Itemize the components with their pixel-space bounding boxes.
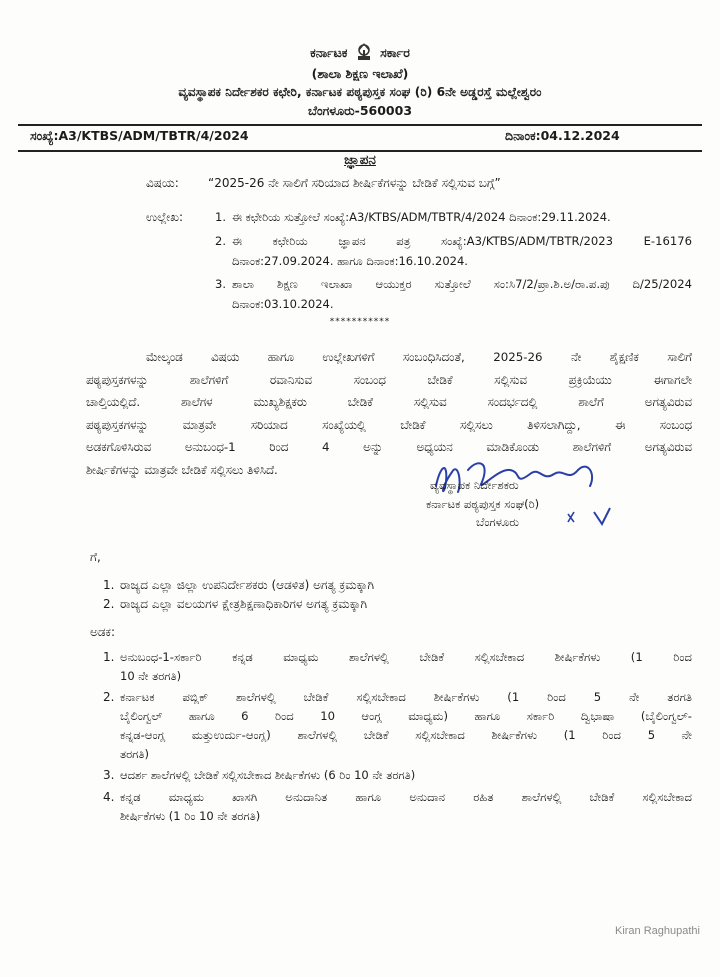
header-line-govt xyxy=(0,42,720,65)
enclosure-4-number: 4. xyxy=(103,790,115,804)
reference-number: ಸಂಖ್ಯೆ:A3/KTBS/ADM/TBTR/4/2024 xyxy=(30,128,249,143)
separator-stars: *********** xyxy=(329,317,391,327)
recipient-2-text: ರಾಜ್ಯದ ಎಲ್ಲಾ ವಲಯಗಳ ಕ್ಷೇತ್ರಶಿಕ್ಷಣಾಧಿಕಾರಿಗಳ ಅಗತ್ಯ ಕ್ರಮಕ್ಕಾಗಿ xyxy=(120,597,368,611)
subject-label: ವಿಷಯ: xyxy=(146,176,179,190)
body-line-2: ಪಠ್ಯಪುಸ್ತಕಗಳನ್ನು ಶಾಲೆಗಳಿಗೆ ರವಾನಿಸುವ ಸಂಬಂಧ ಬೇಡಿಕೆ ಸಲ್ಲಿಸುವ ಪ್ರಕ್ರಿಯೆಯು ಈಗಾಗಲೇ xyxy=(86,372,692,387)
signatory-designation: ವ್ಯವಸ್ಥಾಪಕ ನಿರ್ದೇಶಕರು xyxy=(430,478,519,492)
enclosure-1-line-2: 10 ನೇ ತರಗತಿ) xyxy=(120,669,182,683)
enclosure-2-line-3: ಕನ್ನಡ-ಆಂಗ್ಲ ಮತ್ತುಉರ್ದು-ಆಂಗ್ಲ) ಶಾಲೆಗಳಲ್ಲಿ ಬೇಡಿಕೆ ಸಲ್ಲಿಸಬೇಕಾದ ಶೀರ್ಷಿಕೆಗಳು (1 ರಿಂದ 5 ನೇ xyxy=(120,728,692,742)
header-city: ಬೆಂಗಳೂರು-560003 xyxy=(307,103,413,118)
recipient-1-number: 1. xyxy=(103,578,115,592)
enclosure-2-line-2: ಬೈಲಿಂಗ್ವಲ್ ಹಾಗೂ 6 ರಿಂದ 10 ಆಂಗ್ಲ ಮಾಧ್ಯಮ) ಹಾಗೂ ಸರ್ಕಾರಿ ದ್ವಿಭಾಷಾ (ಬೈಲಿಂಗ್ವಲ್- xyxy=(120,709,692,723)
enclosure-2-line-4: ತರಗತಿ) xyxy=(120,747,149,761)
enclosure-4-line-2: ಶೀರ್ಷಿಕೆಗಳು (1 ರಿಂ 10 ನೇ ತರಗತಿ) xyxy=(120,809,261,823)
header-karnataka: ಕರ್ನಾಟಕ xyxy=(310,45,348,60)
subject-text: “2025-26 ನೇ ಸಾಲಿಗೆ ಸರಿಯಾದ ಶೀರ್ಷಿಕೆಗಳನ್ನು ಬೇಡಿಕೆ ಸಲ್ಲಿಸುವ ಬಗ್ಗೆ” xyxy=(208,176,501,190)
header-office-address: ವ್ಯವಸ್ಥಾಪಕ ನಿರ್ದೇಶಕರ ಕಛೇರಿ, ಕರ್ನಾಟಕ ಪಠ್ಯಪುಸ್ತಕ ಸಂಘ (ರಿ) 6ನೇ ಅಡ್ಡರಸ್ತೆ ಮಲ್ಲೇಶ್ವರಂ xyxy=(178,85,542,99)
reference-3-line-2: ದಿನಾಂಕ:03.10.2024. xyxy=(232,297,334,311)
enclosure-3-number: 3. xyxy=(103,768,115,782)
body-line-3: ಚಾಲ್ತಿಯಲ್ಲಿದೆ. ಶಾಲೆಗಳ ಮುಖ್ಯಶಿಕ್ಷಕರು ಬೇಡಿಕೆ ಸಲ್ಲಿಸುವ ಸಂದರ್ಭದಲ್ಲಿ ಶಾಲೆಗೆ ಅಗತ್ಯವಿರುವ xyxy=(86,395,692,409)
body-line-1: ಮೇಲ್ಕಂಡ ವಿಷಯ ಹಾಗೂ ಉಲ್ಲೇಖಗಳಿಗೆ ಸಂಬಂಧಿಸಿದಂತೆ, 2025-26 ನೇ ಶೈಕ್ಷಣಿಕ ಸಾಲಿಗೆ xyxy=(146,350,692,364)
enclosure-3-text: ಆದರ್ಶ ಶಾಲೆಗಳಲ್ಲಿ ಬೇಡಿಕೆ ಸಲ್ಲಿಸಬೇಕಾದ ಶೀರ್ಷಿಕೆಗಳು (6 ರಿಂ 10 ನೇ ತರಗತಿ) xyxy=(120,768,416,782)
header-department: (ಶಾಲಾ ಶಿಕ್ಷಣ ಇಲಾಖೆ) xyxy=(311,66,409,81)
enclosure-1-line-1: ಅನುಬಂಧ-1-ಸರ್ಕಾರಿ ಕನ್ನಡ ಮಾಧ್ಯಮ ಶಾಲೆಗಳಲ್ಲಿ ಬೇಡಿಕೆ ಸಲ್ಲಿಸಬೇಕಾದ ಶೀರ್ಷಿಕೆಗಳು (1 ರಿಂದ xyxy=(120,650,692,664)
recipient-1-text: ರಾಜ್ಯದ ಎಲ್ಲಾ ಜಿಲ್ಲಾ ಉಪನಿರ್ದೇಶಕರು (ಆಡಳಿತ) ಅಗತ್ಯ ಕ್ರಮಕ್ಕಾಗಿ xyxy=(120,578,375,592)
reference-1-text: ಈ ಕಛೇರಿಯ ಸುತ್ತೋಲೆ ಸಂಖ್ಯೆ:A3/KTBS/ADM/TBTR/4/2024 ದಿನಾಂಕ:29.11.2024. xyxy=(232,210,611,224)
signatory-city: ಬೆಂಗಳೂರು xyxy=(476,515,519,529)
enclosure-2-line-1: ಕರ್ನಾಟಕ ಪಬ್ಲಿಕ್ ಶಾಲೆಗಳಲ್ಲಿ ಬೇಡಿಕೆ ಸಲ್ಲಿಸಬೇಕಾದ ಶೀರ್ಷಿಕೆಗಳು (1 ರಿಂದ 5 ನೇ ತರಗತಿ xyxy=(120,690,692,704)
header-divider-top xyxy=(18,124,702,126)
document-date: ದಿನಾಂಕ:04.12.2024 xyxy=(505,128,620,143)
to-label: ಗೆ, xyxy=(90,550,101,564)
memo-title: ಜ್ಞಾಪನ xyxy=(344,152,376,168)
header-sarkara: ಸರ್ಕಾರ xyxy=(380,45,410,60)
reference-3-number: 3. xyxy=(215,277,226,291)
body-line-4: ಪಠ್ಯಪುಸ್ತಕಗಳನ್ನು ಮಾತ್ರವೇ ಸರಿಯಾದ ಸಂಖ್ಯೆಯಲ್ಲಿ ಬೇಡಿಕೆ ಸಲ್ಲಿಸಲು ತಿಳಿಸಲಾಗಿದ್ದು, ಈ ಸಂಬಂಧ xyxy=(86,417,692,432)
enclosures-label: ಅಡಕ: xyxy=(90,625,115,639)
reference-2-number: 2. xyxy=(215,234,226,248)
reference-3-line-1: ಶಾಲಾ ಶಿಕ್ಷಣ ಇಲಾಖಾ ಆಯುಕ್ತರ ಸುತ್ತೋಲೆ ಸಂ:ಸಿ7/2/ಪ್ರಾ.ಶಿ.ಅ/ರಾ.ಪ.ಪು ದಿ/25/2024 xyxy=(232,277,692,291)
state-emblem-icon xyxy=(355,42,373,65)
reference-1-number: 1. xyxy=(215,210,226,224)
references-label: ಉಲ್ಲೇಖ: xyxy=(146,210,184,224)
body-line-6: ಶೀರ್ಷಿಕೆಗಳನ್ನು ಮಾತ್ರವೇ ಬೇಡಿಕೆ ಸಲ್ಲಿಸಲು ತಿಳಿಸಿದೆ. xyxy=(86,462,278,477)
signatory-organisation: ಕರ್ನಾಟಕ ಪಠ್ಯಪುಸ್ತಕ ಸಂಘ(ರಿ) xyxy=(426,497,540,511)
reference-2-line-1: ಈ ಕಛೇರಿಯ ಜ್ಞಾಪನ ಪತ್ರ ಸಂಖ್ಯೆ:A3/KTBS/ADM/TBTR/2023 E-16176 xyxy=(232,234,692,248)
recipient-2-number: 2. xyxy=(103,597,115,611)
enclosure-1-number: 1. xyxy=(103,650,115,664)
enclosure-2-number: 2. xyxy=(103,690,115,704)
body-line-5: ಅಡಕಗೊಳಿಸಿರುವ ಅನುಬಂಧ-1 ರಿಂದ 4 ಅನ್ನು ಅಧ್ಯಯನ ಮಾಡಿಕೊಂಡು ಶಾಲೆಗಳಿಗೆ ಅಗತ್ಯವಿರುವ xyxy=(86,440,692,454)
reference-2-line-2: ದಿನಾಂಕ:27.09.2024. ಹಾಗೂ ದಿನಾಂಕ:16.10.2024. xyxy=(232,254,468,268)
enclosure-4-line-1: ಕನ್ನಡ ಮಾಧ್ಯಮ ಖಾಸಗಿ ಅನುದಾನಿತ ಹಾಗೂ ಅನುದಾನ ರಹಿತ ಶಾಲೆಗಳಲ್ಲಿ ಬೇಡಿಕೆ ಸಲ್ಲಿಸಬೇಕಾದ xyxy=(120,790,692,804)
watermark-credit: Kiran Raghupathi xyxy=(614,925,700,937)
